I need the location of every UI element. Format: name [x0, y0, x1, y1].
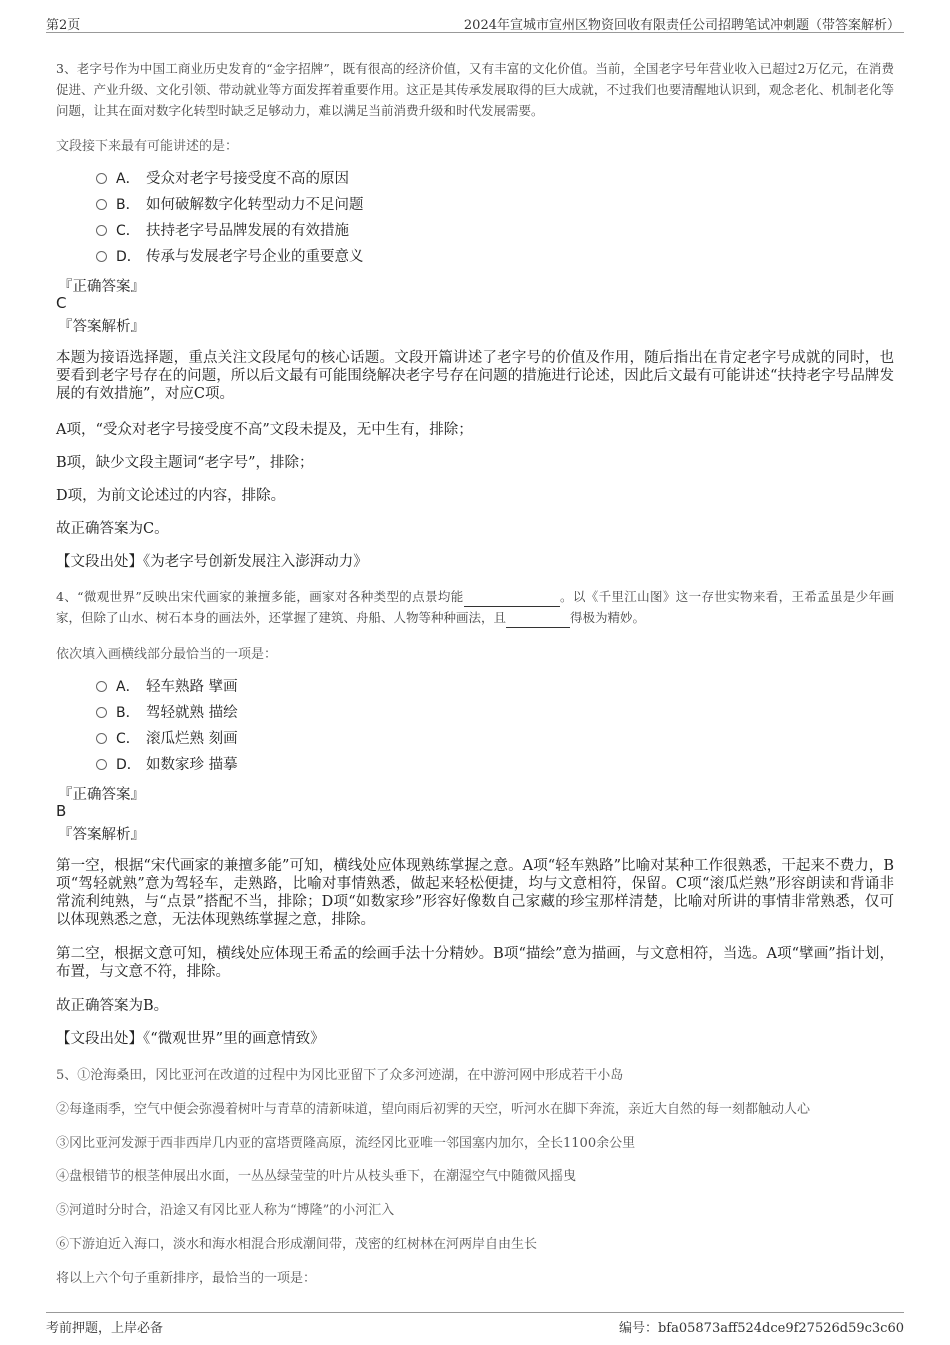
q5-sentence-3: ③冈比亚河发源于西非西岸几内亚的富塔贾隆高原，流经冈比亚唯一邻国塞内加尔，全长1100余公里: [56, 1136, 636, 1151]
q5-prompt: 将以上六个句子重新排序，最恰当的一项是：: [56, 1271, 317, 1286]
page-number: 第2页: [46, 18, 81, 33]
q4-option-c[interactable]: C． 滚瓜烂熟 刻画: [96, 728, 238, 750]
q4-prompt: 依次填入画横线部分最恰当的一项是：: [56, 647, 278, 662]
q3-analysis-label: 『答案解析』: [58, 319, 145, 335]
q3-prompt: 文段接下来最有可能讲述的是：: [56, 139, 239, 154]
fill-blank-1: [464, 592, 560, 607]
q3-analysis-d: D项，为前文论述过的内容，排除。: [56, 488, 286, 504]
radio-icon[interactable]: [96, 173, 107, 184]
q4-option-a[interactable]: A． 轻车熟路 擘画: [96, 676, 238, 698]
q4-conclusion: 故正确答案为B。: [56, 998, 169, 1014]
q5-sentence-6: ⑥下游迫近入海口，淡水和海水相混合形成潮间带，茂密的红树林在河两岸自由生长: [56, 1237, 538, 1252]
fill-blank-2: [506, 613, 570, 628]
radio-icon[interactable]: [96, 681, 107, 692]
q3-answer: C: [56, 294, 67, 312]
document-title: 2024年宣城市宣州区物资回收有限责任公司招聘笔试冲刺题（带答案解析）: [463, 18, 900, 33]
q3-analysis-b: B项，缺少文段主题词“老字号”，排除；: [56, 455, 314, 471]
radio-icon[interactable]: [96, 251, 107, 262]
q4-option-b[interactable]: B． 驾轻就熟 描绘: [96, 702, 238, 724]
q3-option-b[interactable]: B． 如何破解数字化转型动力不足问题: [96, 194, 364, 216]
q3-analysis-main: 本题为接语选择题，重点关注文段尾句的核心话题。文段开篇讲述了老字号的价值及作用，随后指出在肯定老字号成就的同时，也要看到老字号存在的问题，所以后文最有可能围绕解决老字号存在问题的措施进行论述，因此后文最有可能讲述“扶持老字号品牌发展的有效措施”，对应C项。: [56, 350, 894, 402]
q3-option-d[interactable]: D． 传承与发展老字号企业的重要意义: [96, 246, 364, 268]
radio-icon[interactable]: [96, 733, 107, 744]
footer-slogan: 考前押题，上岸必备: [46, 1321, 164, 1336]
q4-analysis-second-blank: 第二空，根据文意可知，横线处应体现王希孟的绘画手法十分精妙。B项“描绘”意为描画，与文意相符，当选。A项“擘画”指计划，布置，与文意不符，排除。: [56, 946, 894, 980]
q4-source: 【文段出处】《“微观世界”里的画意情致》: [56, 1031, 325, 1047]
q3-option-a[interactable]: A． 受众对老字号接受度不高的原因: [96, 168, 349, 190]
q4-answer-label: 『正确答案』: [58, 787, 145, 803]
q5-sentence-5: ⑤河道时分时合，沿途又有冈比亚人称为“博隆”的小河汇入: [56, 1203, 395, 1218]
q3-option-c[interactable]: C． 扶持老字号品牌发展的有效措施: [96, 220, 349, 242]
radio-icon[interactable]: [96, 199, 107, 210]
q5-sentence-4: ④盘根错节的根茎伸展出水面，一丛丛绿莹莹的叶片从枝头垂下，在潮湿空气中随微风摇曳: [56, 1169, 577, 1184]
q3-stem: 3、老字号作为中国工商业历史发育的“金字招牌”，既有很高的经济价值，又有丰富的文化价值。当前，全国老字号年营业收入已超过2万亿元，在消费促进、产业升级、文化引领、带动就业等方面发挥着重要作用。这正是其传承发展取得的巨大成就，不过我们也要清醒地认识到，观念老化、机制老化等问题，让其在面对数字化转型时缺乏足够动力，难以满足当前消费升级和时代发展需要。: [56, 61, 894, 118]
document-id: 编号：bfa05873aff524dce9f27526d59c3c60: [618, 1321, 904, 1336]
page-header: [46, 12, 904, 33]
q3-source: 【文段出处】《为老字号创新发展注入澎湃动力》: [56, 554, 368, 570]
radio-icon[interactable]: [96, 225, 107, 236]
radio-icon[interactable]: [96, 707, 107, 718]
q4-option-d[interactable]: D． 如数家珍 描摹: [96, 754, 238, 776]
q3-answer-label: 『正确答案』: [58, 279, 145, 295]
q4-stem: 4、“微观世界”反映出宋代画家的兼擅多能，画家对各种类型的点景均能 。以《千里江山图》这一存世实物来看，王希孟虽是少年画家，但除了山水、树石本身的画法外，还掌握了建筑、舟船、人物等种种画法，且 得极为精妙。: [56, 586, 894, 628]
q4-analysis-first-blank: 第一空，根据“宋代画家的兼擅多能”可知，横线处应体现熟练掌握之意。A项“轻车熟路”比喻对某种工作很熟悉，干起来不费力，B项“驾轻就熟”意为驾轻车，走熟路，比喻对事情熟悉，做起来轻松便捷，均与文意相符，保留。C项“滚瓜烂熟”形容朗读和背诵非常流利纯熟，与“点景”搭配不当，排除；D项“如数家珍”形容好像数自己家藏的珍宝那样清楚，比喻对所讲的事情非常熟悉，仅可以体现熟悉之意，无法体现熟练掌握之意，排除。: [56, 858, 894, 928]
q3-analysis-a: A项，“受众对老字号接受度不高”文段未提及，无中生有，排除；: [56, 422, 473, 438]
q4-answer: B: [56, 802, 67, 820]
q5-sentence-1: 5、①沧海桑田，冈比亚河在改道的过程中为冈比亚留下了众多河迹湖，在中游河网中形成若干小岛: [56, 1068, 624, 1083]
q5-sentence-2: ②每逢雨季，空气中便会弥漫着树叶与青草的清新味道，望向雨后初霁的天空，听河水在脚下奔流，亲近大自然的每一刻都触动人心: [56, 1102, 811, 1117]
q3-conclusion: 故正确答案为C。: [56, 521, 169, 537]
radio-icon[interactable]: [96, 759, 107, 770]
q4-analysis-label: 『答案解析』: [58, 827, 145, 843]
page-footer: [46, 1312, 904, 1335]
